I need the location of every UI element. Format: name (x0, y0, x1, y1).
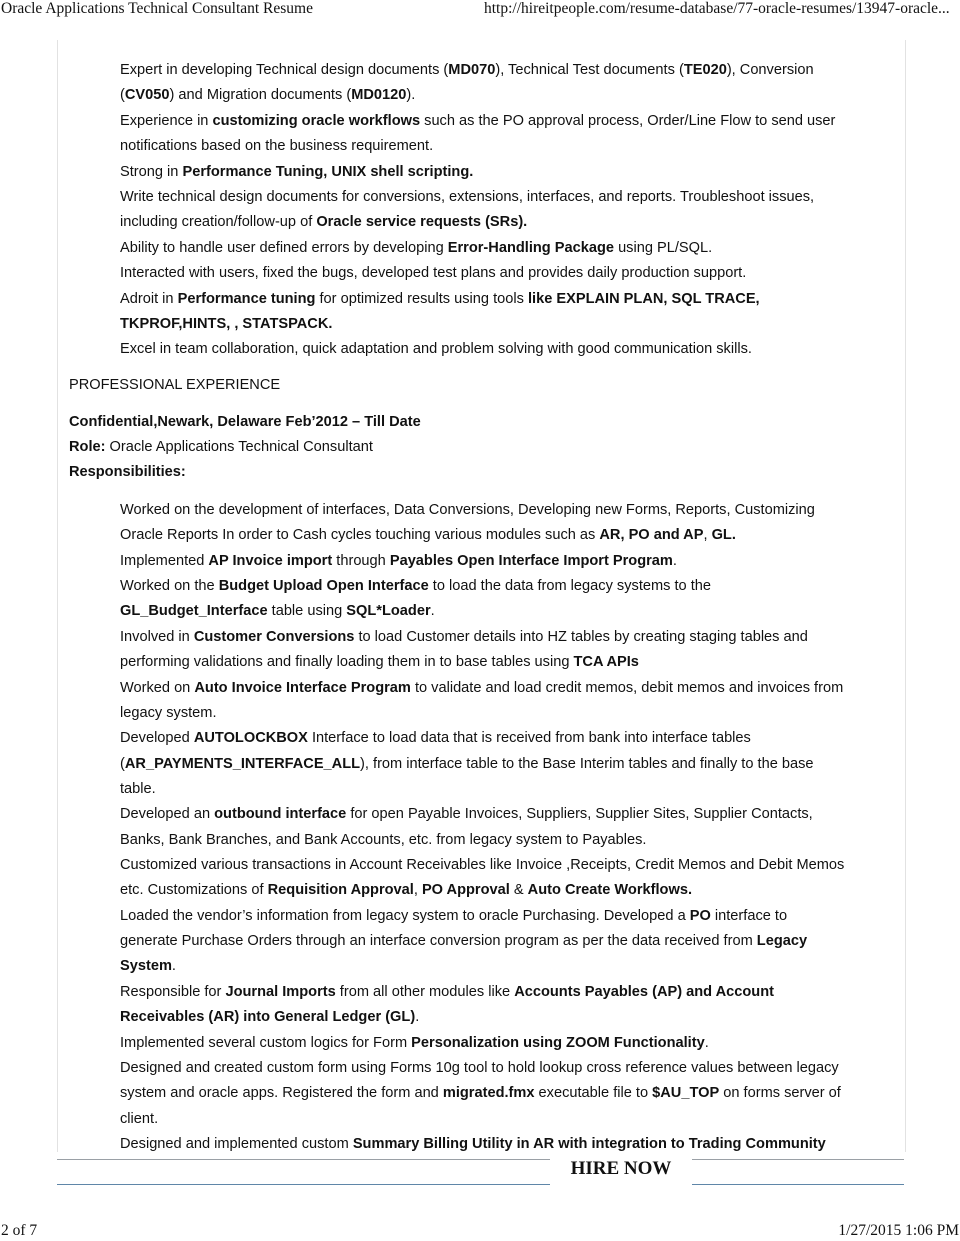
text: including creation/follow-up of (120, 214, 317, 231)
text: Loaded the vendor’s information from legacy system to oracle Purchasing. Developed a (120, 907, 690, 924)
bold-text: Legacy (756, 933, 808, 950)
text: Developed an (120, 806, 215, 823)
bold-text: Personalization using ZOOM Functionality (411, 1034, 705, 1051)
bold-text: TE020 (683, 62, 727, 78)
text: . (171, 958, 176, 975)
text: , (703, 527, 712, 544)
text: etc. Customizations of (120, 882, 268, 899)
text: Write technical design documents for conversions, extensions, interfaces, and reports. Troubleshoot issues, (120, 189, 815, 205)
responsibility-line (120, 729, 751, 747)
company-line: Confidential,Newark, Delaware Feb’2012 – Till Date (69, 414, 421, 430)
text: to load Customer details into HZ tables by creating staging tables and (354, 628, 808, 645)
text: Worked on the (120, 578, 219, 595)
bold-text: TCA APIs (573, 654, 639, 671)
responsibility-line (120, 881, 692, 899)
responsibility-line (120, 983, 774, 1001)
summary-line (120, 264, 746, 282)
text: for open Payable Invoices, Suppliers, Supplier Sites, Supplier Contacts, (346, 806, 813, 823)
bold-text: AP Invoice import (208, 552, 333, 569)
text: for optimized results using tools (315, 290, 528, 307)
bold-text: GL. (711, 527, 736, 544)
text: Designed and created custom form using Forms 10g tool to hold lookup cross reference values between legacy (120, 1059, 839, 1076)
responsibility-line (120, 1008, 419, 1026)
summary-line (120, 86, 415, 104)
role-label: Role: (69, 439, 106, 455)
bold-text: AR_PAYMENTS_INTERFACE_ALL (124, 755, 361, 772)
text: Implemented (120, 552, 209, 569)
text: , (413, 882, 422, 899)
responsibility-line (120, 831, 646, 849)
bold-text: AR, PO and AP (599, 527, 704, 544)
hire-now-link[interactable]: HIRE NOW (570, 1158, 672, 1179)
divider (692, 1184, 904, 1185)
text: ( (120, 87, 125, 104)
bold-text: Auto Invoice Interface Program (194, 679, 411, 696)
text: using PL/SQL. (614, 239, 713, 256)
responsibility-line (120, 957, 176, 975)
page-title: Oracle Applications Technical Consultant Resume (1, 0, 313, 17)
responsibility-line (120, 679, 843, 697)
text: Developed (120, 730, 194, 747)
text: & (509, 882, 528, 899)
text: . (704, 1034, 709, 1051)
bold-text: customizing oracle workflows (212, 112, 421, 129)
summary-line (120, 163, 473, 181)
text: table. (120, 780, 156, 797)
text: through (332, 552, 390, 569)
text: Worked on the development of interfaces, Data Conversions, Developing new Forms, Reports, Customizing (120, 502, 815, 518)
summary-line (120, 340, 752, 358)
text: ) and Migration documents ( (169, 87, 352, 104)
text: Experience in (120, 112, 213, 129)
text: Interface to load data that is received from bank into interface tables (307, 730, 751, 747)
text: ( (120, 755, 125, 772)
responsibility-line (120, 1059, 839, 1077)
summary-line (120, 188, 814, 206)
responsibility-line (120, 1110, 158, 1128)
responsibility-line (120, 805, 813, 823)
bold-text: MD0120 (351, 87, 407, 104)
text: Banks, Bank Branches, and Bank Accounts, etc. from legacy system to Payables. (120, 831, 647, 848)
text: executable file to (534, 1085, 653, 1102)
bold-text: GL_Budget_Interface (120, 603, 268, 620)
text: legacy system. (120, 704, 217, 721)
bold-text: Summary Billing Utility in AR with integration to Trading Community (352, 1136, 826, 1152)
text: Strong in (120, 163, 183, 180)
bold-text: TKPROF,HINTS, , STATSPACK. (120, 316, 333, 332)
bold-text: Performance Tuning, UNIX shell scripting. (182, 163, 474, 180)
text: Expert in developing Technical design documents ( (120, 62, 449, 78)
text: on forms server of (719, 1085, 841, 1102)
bold-text: CV050 (124, 87, 170, 104)
responsibility-line (120, 780, 156, 798)
responsibility-line (120, 501, 815, 519)
print-datetime: 1/27/2015 1:06 PM (838, 1222, 959, 1239)
text: Ability to handle user defined errors by developing (120, 239, 448, 256)
responsibility-line (120, 1084, 841, 1102)
summary-line (120, 61, 814, 79)
text: Excel in team collaboration, quick adaptation and problem solving with good communication skills. (120, 341, 752, 358)
bold-text: System (120, 958, 172, 975)
text: Implemented several custom logics for Form (120, 1034, 412, 1051)
bold-text: PO Approval (421, 882, 510, 899)
responsibility-line (120, 1135, 826, 1153)
text: client. (120, 1110, 159, 1127)
text: Responsible for (120, 983, 226, 1000)
bold-text: Accounts Payables (AP) and Account (514, 983, 774, 1000)
text: ), Conversion (726, 62, 814, 78)
bold-text: like EXPLAIN PLAN, SQL TRACE, (527, 290, 760, 307)
responsibility-line (120, 755, 814, 773)
bold-text: AUTOLOCKBOX (193, 730, 308, 747)
bold-text: Journal Imports (225, 983, 336, 1000)
divider (57, 1184, 550, 1185)
section-title: PROFESSIONAL EXPERIENCE (69, 377, 281, 393)
responsibilities-label: Responsibilities: (69, 464, 186, 480)
summary-line (120, 239, 712, 257)
text: such as the PO approval process, Order/Line Flow to send user (420, 112, 836, 129)
bold-text: MD070 (448, 62, 496, 78)
text: from all other modules like (335, 983, 515, 1000)
responsibility-line (120, 602, 435, 620)
text: system and oracle apps. Registered the form and (120, 1085, 443, 1102)
summary-line (120, 290, 760, 308)
responsibility-line (120, 552, 677, 570)
role-value: Oracle Applications Technical Consultant (105, 439, 373, 455)
page-number: 2 of 7 (1, 1222, 38, 1239)
bold-text: SQL*Loader (346, 603, 431, 620)
role-line (69, 438, 373, 456)
summary-line (120, 112, 835, 130)
text: ), Technical Test documents ( (495, 62, 684, 78)
text: . (415, 1009, 420, 1026)
text: . (672, 552, 677, 569)
text: Oracle Reports In order to Cash cycles touching various modules such as (120, 527, 600, 544)
page-url: http://hireitpeople.com/resume-database/77-oracle-resumes/13947-oracle... (484, 0, 950, 17)
responsibility-line (120, 1034, 709, 1052)
text: . (430, 603, 435, 620)
bold-text: Customer Conversions (193, 628, 355, 645)
text: to validate and load credit memos, debit memos and invoices from (410, 679, 844, 696)
responsibility-line (120, 628, 808, 646)
text: Customized various transactions in Account Receivables like Invoice ,Receipts, Credit Memos and Debit Memos (120, 857, 845, 874)
text: generate Purchase Orders through an interface conversion program as per the data received from (120, 933, 757, 950)
divider (692, 1159, 904, 1160)
summary-line (120, 137, 433, 155)
bold-text: Budget Upload Open Interface (218, 578, 429, 595)
text: Involved in (120, 628, 194, 645)
bold-text: outbound interface (214, 806, 347, 823)
bold-text: Payables Open Interface Import Program (389, 552, 673, 569)
bold-text: Performance tuning (177, 290, 316, 307)
text: to load the data from legacy systems to the (428, 578, 712, 595)
bold-text: Error-Handling Package (447, 239, 615, 256)
bold-text: PO (689, 907, 711, 924)
text: notifications based on the business requirement. (120, 138, 434, 155)
bold-text: Oracle service requests (SRs). (316, 214, 528, 231)
text: performing validations and finally loading them in to base tables using (120, 654, 574, 671)
bold-text: $AU_TOP (652, 1085, 720, 1102)
summary-line (120, 213, 527, 231)
responsibility-line (120, 856, 844, 874)
responsibility-line (120, 526, 736, 544)
text: ). (406, 87, 416, 104)
responsibility-line (120, 653, 639, 671)
summary-line (120, 315, 332, 333)
responsibility-line (120, 907, 787, 925)
responsibility-line (120, 704, 217, 722)
text: interface to (710, 907, 788, 924)
text: Designed and implemented custom (120, 1136, 353, 1152)
text: ), from interface table to the Base Interim tables and finally to the base (360, 755, 814, 772)
bold-text: Requisition Approval (267, 882, 414, 899)
divider (57, 1159, 550, 1160)
text: Worked on (120, 679, 195, 696)
text: table using (267, 603, 347, 620)
bold-text: Auto Create Workflows. (527, 882, 692, 899)
responsibility-line (120, 932, 807, 950)
responsibility-line (120, 577, 711, 595)
text: Interacted with users, fixed the bugs, developed test plans and provides daily production support. (120, 265, 747, 282)
text: Adroit in (120, 290, 178, 307)
bold-text: migrated.fmx (442, 1085, 535, 1102)
bold-text: Receivables (AR) into General Ledger (GL) (120, 1009, 416, 1026)
